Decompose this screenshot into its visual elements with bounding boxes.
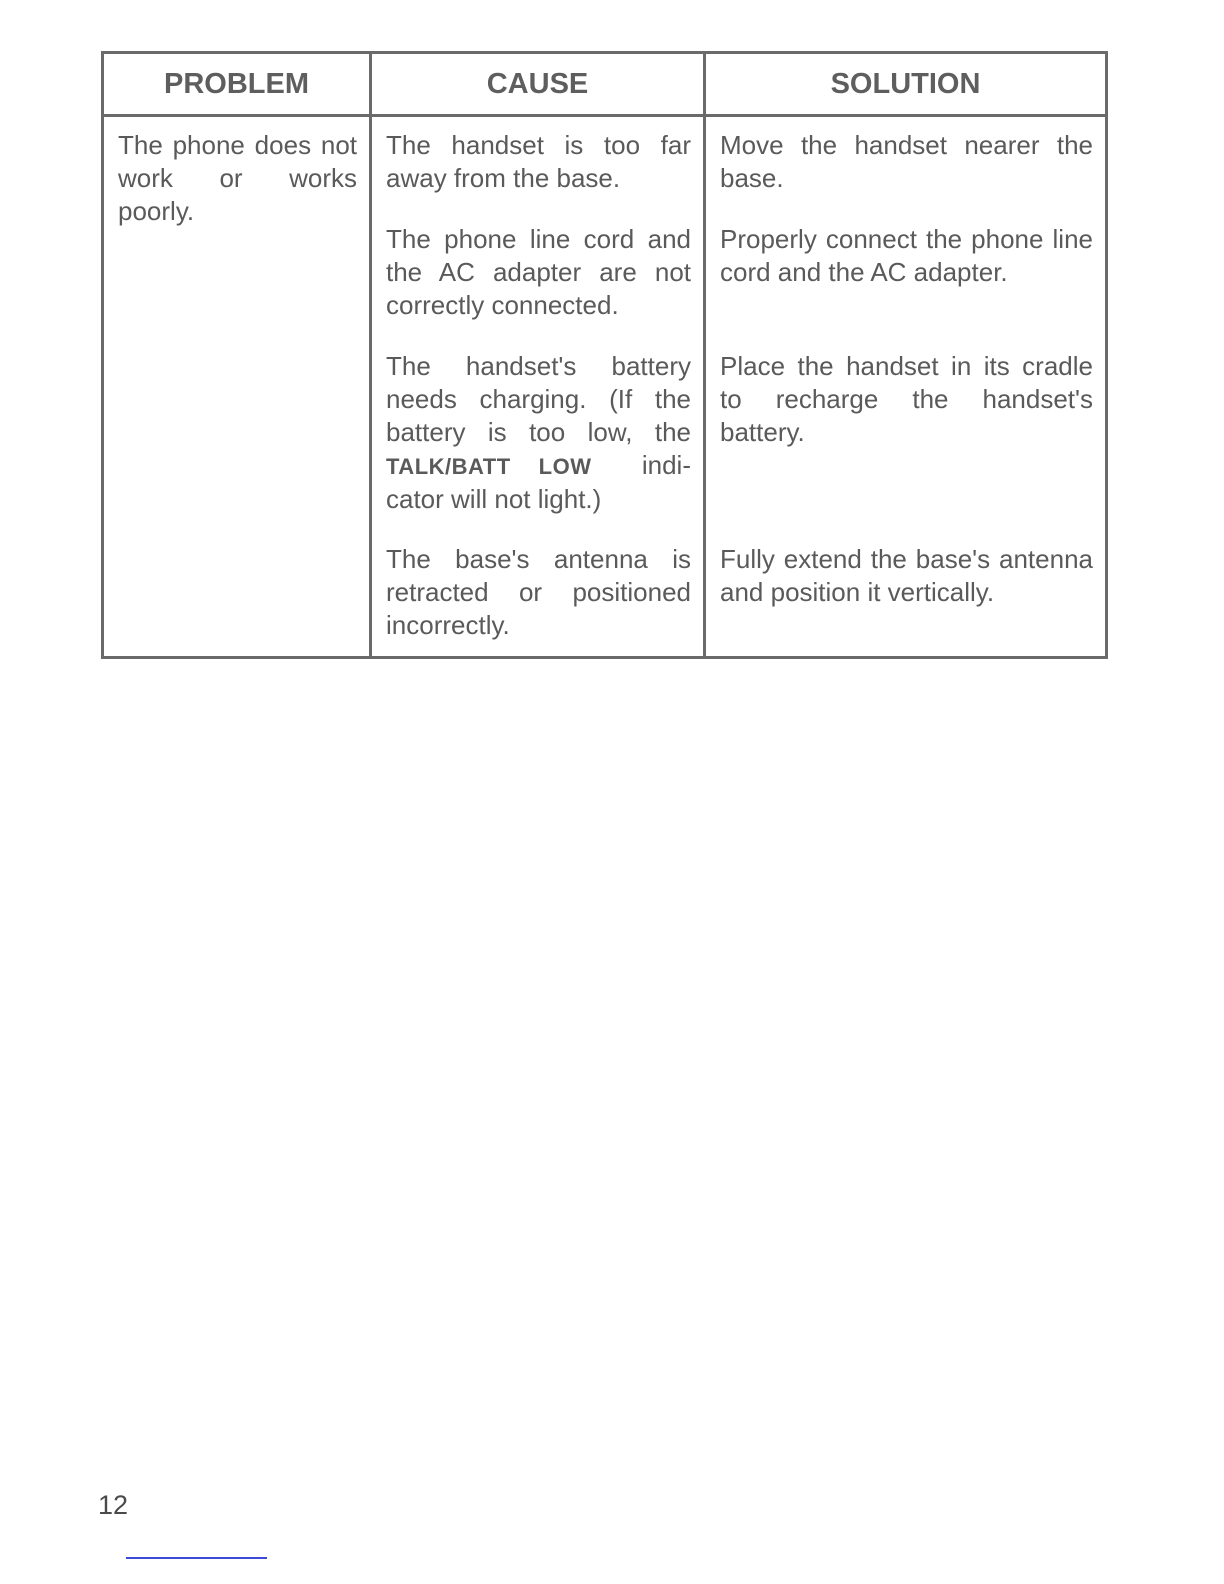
troubleshooting-table — [101, 51, 1108, 659]
header-row — [103, 53, 1107, 116]
solution-cell — [705, 116, 1107, 658]
cause-item: The base's antenna is retracted or positioned incorrectly. — [386, 544, 691, 640]
solution-item: Move the handset nearer the base. — [720, 130, 1093, 193]
cause-item: The handset is too far away from the base. — [386, 130, 691, 193]
solution-item: Place the handset in its cradle to recharge the handset's battery. — [720, 351, 1093, 447]
indicator-label: TALK/BATT LOW — [386, 454, 592, 479]
table-row — [103, 116, 1107, 658]
cause-header: CAUSE — [371, 53, 705, 116]
page-number: 12 — [98, 1490, 129, 1520]
link-underline — [126, 1557, 267, 1559]
cause-item — [386, 350, 691, 515]
solution-item: Fully extend the base's antenna and position it vertically. — [720, 544, 1093, 607]
solution-header: SOLUTION — [705, 53, 1107, 116]
cause-item: The phone line cord and the AC adapter are not correctly connected. — [386, 224, 691, 320]
cause-text: The handset's battery needs charging. (If the battery is too low, the — [386, 351, 691, 447]
problem-text: The phone does not work or works poorly. — [118, 130, 357, 226]
cause-cell — [371, 116, 705, 658]
cause-text-tail: indi- cator will not light.) — [386, 450, 691, 514]
problem-cell — [103, 116, 371, 658]
problem-header: PROBLEM — [103, 53, 371, 116]
solution-item: Properly connect the phone line cord and the AC adapter. — [720, 224, 1093, 287]
